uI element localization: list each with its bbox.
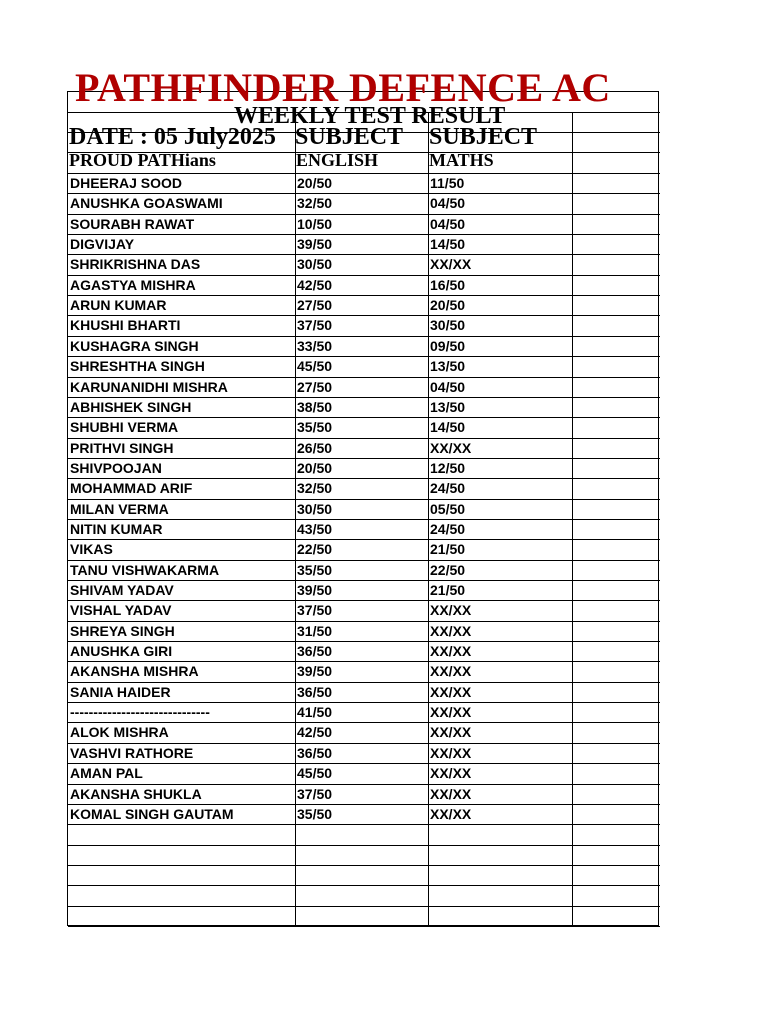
table-row [68, 315, 660, 335]
maths-score-cell: 20/50 [430, 297, 466, 314]
student-name-cell: DHEERAJ SOOD [70, 175, 183, 191]
english-score-cell: 35/50 [297, 805, 333, 822]
student-name-cell: KOMAL SINGH GAUTAM [70, 805, 234, 822]
maths-score-cell: XX/XX [430, 439, 472, 456]
maths-score-cell: XX/XX [430, 805, 472, 822]
student-name-cell: ANUSHKA GOASWAMI [70, 195, 223, 212]
english-score-cell: 30/50 [297, 256, 333, 273]
english-score-cell: 42/50 [297, 276, 333, 293]
table-row [68, 784, 660, 804]
maths-score-cell: XX/XX [430, 256, 472, 273]
english-score-cell: 45/50 [297, 358, 333, 375]
student-name-cell: SHRESHTHA SINGH [70, 358, 205, 375]
table-row [68, 804, 660, 824]
student-name-cell: NITIN KUMAR [70, 520, 163, 537]
table-row [68, 743, 660, 763]
english-score-cell: 35/50 [297, 419, 333, 436]
english-score-cell: 35/50 [297, 561, 333, 578]
english-score-cell: 33/50 [297, 337, 333, 354]
table-row [68, 519, 660, 539]
maths-score-cell: XX/XX [430, 683, 472, 700]
table-row [68, 397, 660, 417]
maths-score-cell: 04/50 [430, 215, 466, 232]
academy-banner: PATHFINDER DEFENCE AC [75, 65, 611, 110]
english-score-cell: 36/50 [297, 683, 333, 700]
english-score-cell: 22/50 [297, 541, 333, 558]
student-name-cell: ARUN KUMAR [70, 297, 167, 314]
table-row [68, 458, 660, 478]
table-row [68, 845, 660, 865]
column-header-name: PROUD PATHians [69, 150, 216, 170]
maths-score-cell: 13/50 [430, 358, 466, 375]
table-row [68, 682, 660, 702]
maths-score-cell: 13/50 [430, 398, 466, 415]
student-name-cell: MILAN VERMA [70, 500, 169, 517]
english-score-cell: 39/50 [297, 236, 333, 253]
maths-score-cell: 24/50 [430, 480, 466, 497]
maths-score-cell: XX/XX [430, 765, 472, 782]
table-row [68, 702, 660, 722]
maths-score-cell: XX/XX [430, 643, 472, 660]
table-row [68, 234, 660, 254]
student-name-cell: KARUNANIDHI MISHRA [70, 378, 228, 395]
student-name-cell: SOURABH RAWAT [70, 215, 195, 232]
maths-score-cell: XX/XX [430, 744, 472, 761]
student-name-cell: AGASTYA MISHRA [70, 276, 196, 293]
student-name-cell: DIGVIJAY [70, 236, 135, 253]
english-score-cell: 37/50 [297, 785, 333, 802]
english-score-cell: 41/50 [297, 704, 333, 721]
english-score-cell: 37/50 [297, 602, 333, 619]
column-header-english: ENGLISH [296, 150, 379, 170]
english-score-cell: 39/50 [297, 663, 333, 680]
maths-score-cell: 09/50 [430, 337, 466, 354]
student-name-cell: PRITHVI SINGH [70, 439, 174, 456]
test-date: DATE : 05 July2025 [69, 124, 276, 150]
table-row [68, 722, 660, 742]
student-name-cell: VASHVI RATHORE [70, 744, 194, 761]
english-score-cell: 38/50 [297, 398, 333, 415]
maths-score-cell: 14/50 [430, 236, 466, 253]
english-score-cell: 26/50 [297, 439, 333, 456]
student-name-cell: KHUSHI BHARTI [70, 317, 181, 334]
table-row [68, 478, 660, 498]
english-score-cell: 30/50 [297, 500, 333, 517]
english-score-cell: 42/50 [297, 724, 333, 741]
maths-score-cell: 22/50 [430, 561, 466, 578]
subject-header-1: SUBJECT [295, 124, 404, 150]
table-row [68, 906, 660, 926]
maths-score-cell: XX/XX [430, 622, 472, 639]
table-row [68, 600, 660, 620]
english-score-cell: 36/50 [297, 643, 333, 660]
table-row [68, 275, 660, 295]
maths-score-cell: XX/XX [430, 724, 472, 741]
english-score-cell: 31/50 [297, 622, 333, 639]
student-name-cell: SHRIKRISHNA DAS [70, 256, 201, 273]
table-row [68, 214, 660, 234]
english-score-cell: 32/50 [297, 195, 333, 212]
table-row [68, 621, 660, 641]
maths-score-cell: 21/50 [430, 582, 466, 598]
table-row [68, 661, 660, 681]
student-name-cell: SANIA HAIDER [70, 683, 171, 700]
english-score-cell: 20/50 [297, 175, 333, 191]
maths-score-cell: 30/50 [430, 317, 466, 334]
table-row [68, 193, 660, 213]
column-header-maths: MATHS [429, 150, 494, 170]
table-row [68, 539, 660, 559]
maths-score-cell: XX/XX [430, 704, 472, 721]
maths-score-cell: 24/50 [430, 520, 466, 537]
student-name-cell: MOHAMMAD ARIF [70, 480, 193, 497]
student-name-cell: SHIVAM YADAV [70, 582, 174, 598]
table-row [68, 438, 660, 458]
student-name-cell: AKANSHA SHUKLA [70, 785, 202, 802]
table-row [68, 173, 660, 193]
table-row [68, 824, 660, 844]
table-row [68, 865, 660, 885]
maths-score-cell: 05/50 [430, 500, 466, 517]
student-name-cell: SHREYA SINGH [70, 622, 175, 639]
table-row [68, 295, 660, 315]
student-name-cell: SHUBHI VERMA [70, 419, 179, 436]
maths-score-cell: 21/50 [430, 541, 466, 558]
english-score-cell: 39/50 [297, 582, 333, 598]
maths-score-cell: 12/50 [430, 459, 466, 476]
student-name-cell: ABHISHEK SINGH [70, 398, 192, 415]
english-score-cell: 10/50 [297, 215, 333, 232]
english-score-cell: 20/50 [297, 459, 333, 476]
student-name-cell: KUSHAGRA SINGH [70, 337, 199, 354]
result-sheet [67, 65, 659, 926]
student-name-cell: ANUSHKA GIRI [70, 643, 173, 660]
student-name-cell: ------------------------------ [70, 704, 210, 721]
maths-score-cell: 14/50 [430, 419, 466, 436]
maths-score-cell: 16/50 [430, 276, 466, 293]
maths-score-cell: XX/XX [430, 663, 472, 680]
student-name-cell: SHIVPOOJAN [70, 459, 162, 476]
table-row [68, 641, 660, 661]
table-row [68, 499, 660, 519]
english-score-cell: 36/50 [297, 744, 333, 761]
table-row [68, 254, 660, 274]
table-row [68, 885, 660, 905]
student-name-cell: AMAN PAL [70, 765, 143, 782]
english-score-cell: 32/50 [297, 480, 333, 497]
english-score-cell: 27/50 [297, 297, 333, 314]
student-name-cell: TANU VISHWAKARMA [70, 561, 220, 578]
sheet-title: WEEKLY TEST RESULT [234, 103, 506, 129]
student-name-cell: AKANSHA MISHRA [70, 663, 199, 680]
table-row [68, 580, 660, 600]
maths-score-cell: 11/50 [430, 175, 465, 191]
table-row [68, 336, 660, 356]
english-score-cell: 43/50 [297, 520, 333, 537]
english-score-cell: 37/50 [297, 317, 333, 334]
maths-score-cell: XX/XX [430, 785, 472, 802]
student-name-cell: ALOK MISHRA [70, 724, 169, 741]
subject-header-2: SUBJECT [429, 124, 538, 150]
english-score-cell: 27/50 [297, 378, 333, 395]
maths-score-cell: XX/XX [430, 602, 472, 619]
english-score-cell: 45/50 [297, 765, 333, 782]
table-row [68, 763, 660, 783]
table-row [68, 560, 660, 580]
table-row [68, 356, 660, 376]
maths-score-cell: 04/50 [430, 378, 466, 395]
student-name-cell: VISHAL YADAV [70, 602, 172, 619]
student-name-cell: VIKAS [70, 541, 113, 558]
maths-score-cell: 04/50 [430, 195, 466, 212]
table-row [68, 417, 660, 437]
table-row [68, 377, 660, 397]
